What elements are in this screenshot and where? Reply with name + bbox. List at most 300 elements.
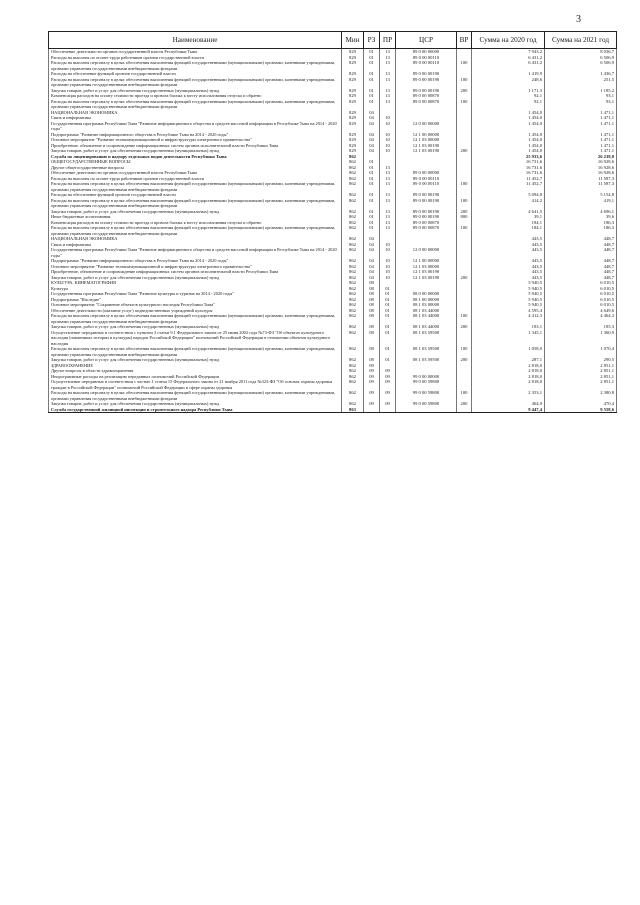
cell-min: 829 [342, 137, 364, 143]
cell-sum-2020: 2 818,0 [472, 368, 545, 374]
col-header-rz: РЗ [364, 32, 380, 49]
cell-csr: 89 0 00 00190 [396, 198, 457, 209]
cell-rz: 04 [364, 110, 380, 116]
cell-sum-2020: 443,5 [472, 242, 545, 248]
cell-pr: 10 [380, 269, 396, 275]
cell-name: Подпрограмма "Наследие" [49, 297, 342, 303]
cell-name: Служба по лицензированию и надзору отдельных видов деятельности Республики Тыва [49, 154, 342, 160]
table-row [49, 313, 617, 324]
cell-rz: 01 [364, 220, 380, 226]
cell-vr [457, 247, 472, 258]
cell-csr: 89 0 00 00110 [396, 181, 457, 192]
cell-min: 862 [342, 247, 364, 258]
cell-name: Основное мероприятие "Сохранение объектов культурного наследия Республики Тыва" [49, 302, 342, 308]
cell-csr: 12 0 00 00000 [396, 121, 457, 132]
cell-name: Расходы на выплаты по оплате труда работников органов государственной власти [49, 176, 342, 182]
cell-name: Расходы на выплаты персоналу в целях обеспечения выполнения функций государственными (муниципальными) органами, казенными учреждениями, органами управления государственными внебюджетными фондами [49, 77, 342, 88]
cell-min: 862 [342, 401, 364, 407]
cell-pr: 10 [380, 143, 396, 149]
cell-sum-2021: 1 471,1 [545, 115, 617, 121]
cell-sum-2021: 2 380,8 [545, 390, 617, 401]
cell-min: 829 [342, 110, 364, 116]
cell-sum-2021: 6 010,5 [545, 280, 617, 286]
cell-sum-2020: 16 731,6 [472, 170, 545, 176]
cell-sum-2020: 16 731,6 [472, 165, 545, 171]
cell-rz: 04 [364, 242, 380, 248]
cell-sum-2020: 443,5 [472, 269, 545, 275]
cell-rz: 01 [364, 49, 380, 55]
cell-pr: 01 [380, 357, 396, 363]
cell-min: 829 [342, 115, 364, 121]
cell-name: Закупка товаров, работ и услуг для обеспечения государственных (муниципальных) нужд [49, 401, 342, 407]
cell-min: 862 [342, 291, 364, 297]
cell-sum-2021: 1 471,1 [545, 132, 617, 138]
cell-name: Служба государственной жилищной инспекции и строительного надзора Республики Тыва [49, 407, 342, 413]
cell-min: 829 [342, 148, 364, 154]
cell-min: 829 [342, 71, 364, 77]
cell-min: 862 [342, 346, 364, 357]
cell-min: 862 [342, 275, 364, 281]
cell-csr: 08 0 00 00000 [396, 291, 457, 297]
cell-sum-2020: 11 452,7 [472, 176, 545, 182]
cell-csr: 12 1 00 00000 [396, 132, 457, 138]
cell-pr: 10 [380, 275, 396, 281]
cell-sum-2020: 1 454,0 [472, 110, 545, 116]
cell-sum-2020: 1 454,0 [472, 121, 545, 132]
cell-rz: 04 [364, 236, 380, 242]
cell-sum-2020: 5 940,5 [472, 297, 545, 303]
cell-name: Основное мероприятие "Развитие телекоммуникационной и инфраструктуры электронного правительства" [49, 137, 342, 143]
table-row [49, 247, 617, 258]
cell-min: 862 [342, 313, 364, 324]
table-row [49, 225, 617, 236]
cell-csr: 99 0 00 00000 [396, 374, 457, 380]
cell-sum-2021: 4 649,6 [545, 308, 617, 314]
cell-csr: 89 0 00 00190 [396, 71, 457, 77]
cell-csr: 12 1 03 00190 [396, 148, 457, 154]
cell-sum-2020: 184,1 [472, 220, 545, 226]
cell-rz: 04 [364, 115, 380, 121]
cell-rz: 08 [364, 297, 380, 303]
cell-min: 829 [342, 99, 364, 110]
cell-min: 862 [342, 297, 364, 303]
cell-sum-2020: 1 454,0 [472, 137, 545, 143]
cell-sum-2021: 16 928,6 [545, 170, 617, 176]
cell-name: Расходы на выплаты персоналу в целях обеспечения выполнения функций государственными (муниципальными) органами, казенными учреждениями, органами управления государственными внебюджетными фондами [49, 198, 342, 209]
cell-pr: 01 [380, 324, 396, 330]
cell-pr: 01 [380, 308, 396, 314]
cell-sum-2021: 6 010,5 [545, 291, 617, 297]
cell-min: 862 [342, 258, 364, 264]
cell-rz: 04 [364, 247, 380, 258]
cell-sum-2021: 1 471,1 [545, 137, 617, 143]
cell-sum-2021: 290,5 [545, 357, 617, 363]
cell-min: 863 [342, 407, 364, 413]
cell-name: Закупка товаров, работ и услуг для обеспечения государственных (муниципальных) нужд [49, 324, 342, 330]
cell-sum-2020: 414,2 [472, 198, 545, 209]
cell-pr: 09 [380, 368, 396, 374]
cell-csr: 89 0 00 00110 [396, 60, 457, 71]
cell-pr: 13 [380, 88, 396, 94]
cell-vr: 200 [457, 324, 472, 330]
cell-vr [457, 330, 472, 347]
cell-sum-2020: 5 940,5 [472, 286, 545, 292]
cell-sum-2021: 448,7 [545, 236, 617, 242]
cell-min: 829 [342, 93, 364, 99]
cell-name: НАЦИОНАЛЬНАЯ ЭКОНОМИКА [49, 110, 342, 116]
cell-min: 829 [342, 132, 364, 138]
cell-csr: 89 0 00 00190 [396, 214, 457, 220]
cell-rz: 01 [364, 99, 380, 110]
cell-sum-2020: 443,5 [472, 264, 545, 270]
cell-name: Осуществление переданных в соответствии с пунктом 3 статьи 9.1 Федерального закона от 25 июня 2002 года №73-ФЗ "Об объектах культурного наследия (памятниках истории и культуры) народов Российской Федерации" полномочий Российской Федерации в отношении объектов культурного наследия [49, 330, 342, 347]
cell-min: 862 [342, 363, 364, 369]
cell-sum-2020: 2 818,0 [472, 379, 545, 390]
cell-vr: 100 [457, 346, 472, 357]
cell-min: 862 [342, 154, 364, 160]
cell-sum-2021: 448,7 [545, 247, 617, 258]
cell-sum-2021: 251,5 [545, 77, 617, 88]
cell-rz: 09 [364, 363, 380, 369]
cell-pr: 01 [380, 346, 396, 357]
cell-pr: 13 [380, 225, 396, 236]
cell-min: 862 [342, 225, 364, 236]
cell-sum-2021: 93,1 [545, 99, 617, 110]
cell-pr: 09 [380, 379, 396, 390]
cell-sum-2020: 4 641,5 [472, 209, 545, 215]
cell-min: 862 [342, 214, 364, 220]
cell-rz: 08 [364, 308, 380, 314]
cell-csr: 08 1 03 44000 [396, 308, 457, 314]
cell-sum-2021: 1 471,1 [545, 143, 617, 149]
cell-sum-2021: 1 471,1 [545, 110, 617, 116]
cell-rz: 01 [364, 176, 380, 182]
cell-sum-2021: 6 506,9 [545, 55, 617, 61]
table-row [49, 181, 617, 192]
table-row [49, 77, 617, 88]
col-header-pr: ПР [380, 32, 396, 49]
cell-pr: 01 [380, 297, 396, 303]
cell-rz: 09 [364, 368, 380, 374]
cell-name: НАЦИОНАЛЬНАЯ ЭКОНОМИКА [49, 236, 342, 242]
cell-sum-2021: 185,3 [545, 324, 617, 330]
cell-name: Закупка товаров, работ и услуг для обеспечения государственных (муниципальных) нужд [49, 148, 342, 154]
cell-csr: 99 0 00 59800 [396, 379, 457, 390]
cell-sum-2020: 1 345,1 [472, 330, 545, 347]
cell-sum-2021: 2 851,1 [545, 379, 617, 390]
cell-sum-2020: 2 818,0 [472, 374, 545, 380]
cell-sum-2020: 1 454,0 [472, 148, 545, 154]
cell-rz: 01 [364, 198, 380, 209]
cell-rz: 09 [364, 401, 380, 407]
table-row [49, 390, 617, 401]
cell-sum-2021: 1 070,4 [545, 346, 617, 357]
table-row [49, 99, 617, 110]
cell-min: 862 [342, 220, 364, 226]
cell-min: 862 [342, 192, 364, 198]
cell-name: Иные бюджетные ассигнования [49, 214, 342, 220]
cell-sum-2020: 1 454,0 [472, 132, 545, 138]
table-row [49, 198, 617, 209]
cell-rz: 01 [364, 88, 380, 94]
cell-rz: 04 [364, 137, 380, 143]
cell-min: 862 [342, 170, 364, 176]
cell-csr: 08 1 03 59500 [396, 330, 457, 347]
cell-name: КУЛЬТУРА, КИНЕМАТОГРАФИЯ [49, 280, 342, 286]
cell-name: Непрограммные расходы на реализацию переданных полномочий Российской Федерации [49, 374, 342, 380]
cell-rz: 08 [364, 313, 380, 324]
cell-vr: 200 [457, 148, 472, 154]
cell-sum-2020: 5 940,5 [472, 280, 545, 286]
cell-pr: 09 [380, 390, 396, 401]
cell-pr: 09 [380, 401, 396, 407]
cell-pr: 13 [380, 49, 396, 55]
cell-min: 862 [342, 280, 364, 286]
cell-name: Связь и информатика [49, 115, 342, 121]
cell-sum-2021: 186,3 [545, 220, 617, 226]
cell-sum-2020: 184,1 [472, 225, 545, 236]
cell-sum-2021: 448,7 [545, 258, 617, 264]
cell-pr: 13 [380, 209, 396, 215]
cell-min: 862 [342, 236, 364, 242]
cell-name: ЗДРАВООХРАНЕНИЕ [49, 363, 342, 369]
cell-sum-2021: 448,7 [545, 269, 617, 275]
cell-name: Расходы на выплаты персоналу в целях обеспечения выполнения функций государственными (муниципальными) органами, казенными учреждениями, органами управления государственными внебюджетными фондами [49, 181, 342, 192]
cell-name: Обеспечение деятельности органов государственной власти Республики Тыва [49, 49, 342, 55]
cell-sum-2020: 6 431,2 [472, 60, 545, 71]
cell-sum-2020: 1 058,0 [472, 346, 545, 357]
table-row [49, 346, 617, 357]
cell-pr: 01 [380, 302, 396, 308]
cell-rz: 01 [364, 159, 380, 165]
cell-pr: 13 [380, 220, 396, 226]
cell-rz: 01 [364, 165, 380, 171]
cell-pr: 13 [380, 198, 396, 209]
cell-vr [457, 121, 472, 132]
cell-rz: 08 [364, 357, 380, 363]
cell-sum-2021: 448,7 [545, 242, 617, 248]
cell-min: 862 [342, 330, 364, 347]
cell-name: Государственная программа Республики Тыва "Развитие информационного общества и средств массовой информации в Республике Тыва на 2014 - 2020 годы" [49, 247, 342, 258]
cell-name: Государственная программа Республики Тыва "Развитие культуры и туризма на 2014 - 2020 годы" [49, 291, 342, 297]
cell-vr: 800 [457, 214, 472, 220]
cell-pr: 10 [380, 258, 396, 264]
cell-pr: 13 [380, 77, 396, 88]
cell-vr: 100 [457, 77, 472, 88]
cell-sum-2020: 1 454,0 [472, 143, 545, 149]
cell-sum-2021: 39,6 [545, 214, 617, 220]
cell-rz [364, 407, 380, 413]
cell-sum-2021: 2 851,1 [545, 374, 617, 380]
cell-rz: 04 [364, 121, 380, 132]
cell-rz: 09 [364, 374, 380, 380]
cell-rz: 01 [364, 60, 380, 71]
cell-min: 862 [342, 324, 364, 330]
cell-rz: 08 [364, 291, 380, 297]
cell-rz: 01 [364, 181, 380, 192]
cell-vr [457, 379, 472, 390]
cell-sum-2021: 26 239,0 [545, 154, 617, 160]
cell-csr: 12 0 00 00000 [396, 247, 457, 258]
cell-min: 829 [342, 121, 364, 132]
cell-min: 862 [342, 269, 364, 275]
cell-sum-2020: 11 452,7 [472, 181, 545, 192]
cell-min: 829 [342, 60, 364, 71]
cell-sum-2020: 443,5 [472, 247, 545, 258]
cell-name: Приобретение, обновление и сопровождение информационных систем органов исполнительной власти Республики Тыва [49, 269, 342, 275]
cell-csr: 89 0 00 00190 [396, 209, 457, 215]
cell-name: Другие общегосударственные вопросы [49, 165, 342, 171]
cell-min: 862 [342, 181, 364, 192]
cell-sum-2020: 248,6 [472, 77, 545, 88]
cell-sum-2020: 2 353,1 [472, 390, 545, 401]
cell-csr: 89 0 00 00000 [396, 170, 457, 176]
cell-min: 829 [342, 55, 364, 61]
cell-sum-2021: 11 587,3 [545, 176, 617, 182]
cell-pr: 13 [380, 170, 396, 176]
cell-min: 862 [342, 302, 364, 308]
cell-pr: 09 [380, 374, 396, 380]
cell-sum-2020: 7 943,2 [472, 49, 545, 55]
cell-rz: 04 [364, 269, 380, 275]
cell-name: Обеспечение деятельности органов государственной власти Республики Тыва [49, 170, 342, 176]
cell-sum-2020: 5 094,8 [472, 192, 545, 198]
cell-sum-2020: 39,1 [472, 214, 545, 220]
cell-name: Закупка товаров, работ и услуг для обеспечения государственных (муниципальных) нужд [49, 209, 342, 215]
cell-sum-2020: 25 933,6 [472, 154, 545, 160]
cell-sum-2020: 287,1 [472, 357, 545, 363]
cell-min: 862 [342, 390, 364, 401]
cell-pr: 13 [380, 192, 396, 198]
cell-csr: 89 0 00 00110 [396, 55, 457, 61]
cell-min: 862 [342, 286, 364, 292]
cell-vr: 200 [457, 401, 472, 407]
cell-rz: 09 [364, 379, 380, 390]
cell-sum-2021: 470,4 [545, 401, 617, 407]
cell-csr: 89 0 00 00190 [396, 192, 457, 198]
cell-name: Расходы на выплаты по оплате труда работников органов государственной власти [49, 55, 342, 61]
cell-pr: 13 [380, 165, 396, 171]
cell-rz: 04 [364, 132, 380, 138]
cell-pr: 10 [380, 264, 396, 270]
cell-sum-2020: 4 412,3 [472, 313, 545, 324]
table-row [49, 60, 617, 71]
col-header-name: Наименование [49, 32, 342, 49]
cell-csr: 12 1 00 00000 [396, 258, 457, 264]
cell-pr: 10 [380, 121, 396, 132]
cell-sum-2021: 5 154,8 [545, 192, 617, 198]
cell-sum-2021: 1 360,9 [545, 330, 617, 347]
cell-sum-2020: 6 431,2 [472, 55, 545, 61]
cell-sum-2020: 443,5 [472, 236, 545, 242]
cell-rz: 01 [364, 55, 380, 61]
cell-vr: 200 [457, 209, 472, 215]
cell-name: Подпрограмма "Развитие информационного общества в Республике Тыва на 2014 - 2020 годы" [49, 258, 342, 264]
table-row [49, 379, 617, 390]
cell-sum-2021: 1 185,2 [545, 88, 617, 94]
cell-csr: 89 0 00 00870 [396, 99, 457, 110]
cell-name: Расходы на выплаты персоналу в целях обеспечения выполнения функций государственными (муниципальными) органами, казенными учреждениями, органами управления государственными внебюджетными фондами [49, 60, 342, 71]
table-row [49, 121, 617, 132]
cell-min: 862 [342, 159, 364, 165]
cell-rz: 01 [364, 225, 380, 236]
cell-pr: 13 [380, 71, 396, 77]
cell-rz: 01 [364, 192, 380, 198]
cell-name: Основное мероприятие "Развитие телекоммуникационной и инфраструктуры электронного правительства" [49, 264, 342, 270]
cell-min: 862 [342, 242, 364, 248]
cell-sum-2021: 1 471,1 [545, 148, 617, 154]
cell-pr: 10 [380, 242, 396, 248]
cell-rz: 01 [364, 93, 380, 99]
cell-vr: 100 [457, 225, 472, 236]
cell-sum-2021: 186,3 [545, 225, 617, 236]
cell-min: 829 [342, 49, 364, 55]
cell-pr: 10 [380, 132, 396, 138]
cell-name: Осуществление переданных в соответствии с частью 1 статьи 15 Федерального закона от 21 ноября 2011 года №323-ФЗ "Об основах охраны здоровья граждан в Российской Федерации" полномочий Российской Федерации в сфере охраны здоровья [49, 379, 342, 390]
cell-min: 862 [342, 198, 364, 209]
col-header-csr: ЦСР [396, 32, 457, 49]
cell-csr: 99 0 00 59800 [396, 401, 457, 407]
cell-name: Закупка товаров, работ и услуг для обеспечения государственных (муниципальных) нужд [49, 357, 342, 363]
cell-pr: 10 [380, 115, 396, 121]
cell-min: 829 [342, 143, 364, 149]
cell-sum-2021: 11 587,3 [545, 181, 617, 192]
cell-rz: 08 [364, 286, 380, 292]
cell-csr: 89 0 00 00190 [396, 88, 457, 94]
col-header-sum-2021: Сумма на 2021 год [545, 32, 617, 49]
cell-pr: 01 [380, 330, 396, 347]
cell-pr: 01 [380, 291, 396, 297]
cell-name: Обеспечение деятельности (оказание услуг) подведомственных учреждений культуры [49, 308, 342, 314]
cell-sum-2021: 6 010,5 [545, 286, 617, 292]
cell-pr: 01 [380, 313, 396, 324]
cell-name: Компенсация расходов на оплату стоимости проезда и провоза багажа к месту использования отпуска и обратно [49, 220, 342, 226]
cell-vr: 100 [457, 181, 472, 192]
cell-rz: 08 [364, 330, 380, 347]
cell-min: 862 [342, 308, 364, 314]
cell-sum-2020: 92,1 [472, 99, 545, 110]
cell-pr: 10 [380, 148, 396, 154]
cell-rz: 04 [364, 148, 380, 154]
cell-csr: 08 1 03 44000 [396, 324, 457, 330]
cell-sum-2021: 2 851,1 [545, 368, 617, 374]
cell-sum-2020: 183,1 [472, 324, 545, 330]
cell-sum-2021: 8 036,7 [545, 49, 617, 55]
cell-sum-2021: 1 436,7 [545, 71, 617, 77]
cell-rz: 08 [364, 302, 380, 308]
cell-pr: 13 [380, 181, 396, 192]
cell-sum-2021: 16 928,6 [545, 165, 617, 171]
cell-sum-2021: 448,7 [545, 264, 617, 270]
cell-csr: 89 0 00 00110 [396, 176, 457, 182]
cell-pr: 01 [380, 286, 396, 292]
cell-pr [380, 407, 396, 413]
cell-vr [457, 407, 472, 413]
cell-vr: 200 [457, 88, 472, 94]
cell-pr: 13 [380, 93, 396, 99]
cell-csr: 89 0 00 00870 [396, 225, 457, 236]
cell-vr: 200 [457, 275, 472, 281]
cell-pr: 10 [380, 137, 396, 143]
cell-min: 862 [342, 368, 364, 374]
cell-rz: 08 [364, 280, 380, 286]
cell-rz: 04 [364, 275, 380, 281]
cell-sum-2021: 6 010,5 [545, 302, 617, 308]
cell-pr: 13 [380, 176, 396, 182]
cell-name: Расходы на выплаты персоналу в целях обеспечения выполнения функций государственными (муниципальными) органами, казенными учреждениями, органами управления государственными внебюджетными фондами [49, 225, 342, 236]
cell-csr: 12 1 03 00190 [396, 269, 457, 275]
cell-csr: 08 1 03 44000 [396, 313, 457, 324]
